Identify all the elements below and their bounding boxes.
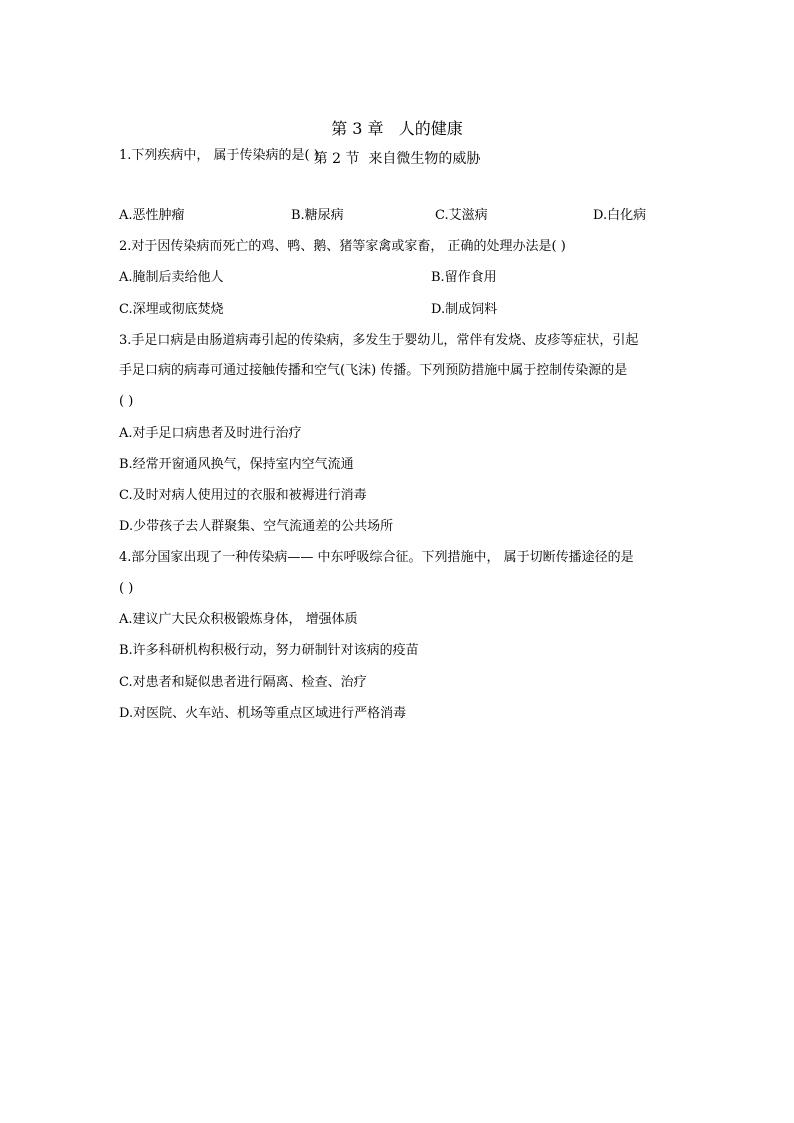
question-4-stem-line-1: 4.部分国家出现了一种传染病—— 中东呼吸综合征。下列措施中， 属于切断传播途径的是 <box>119 550 634 565</box>
question-3-stem-line-2: 手足口病的病毒可通过接触传播和空气(飞沫) 传播。下列预防措施中属于控制传染源的是 <box>119 363 628 378</box>
question-4-stem-line-2: ( ) <box>119 581 134 596</box>
question-4-option-d: D.对医院、火车站、机场等重点区域进行严格消毒 <box>119 706 407 721</box>
question-2-stem: 2.对于因传染病而死亡的鸡、鸭、鹅、猪等家禽或家畜， 正确的处理办法是( ) <box>119 239 566 254</box>
question-4-option-c: C.对患者和疑似患者进行隔离、检查、治疗 <box>119 675 367 690</box>
question-3-option-d: D.少带孩子去人群聚集、空气流通差的公共场所 <box>119 519 394 534</box>
question-4-option-b: B.许多科研机构积极行动，努力研制针对该病的疫苗 <box>119 643 419 658</box>
question-3-option-b: B.经常开窗通风换气，保持室内空气流通 <box>119 457 354 472</box>
question-1-option-b: B.糖尿病 <box>291 208 344 223</box>
question-2-option-a: A.腌制后卖给他人 <box>119 270 224 285</box>
question-1-option-a: A.恶性肿瘤 <box>119 208 185 223</box>
question-1-stem: 1.下列疾病中， 属于传染病的是( ) <box>119 148 319 163</box>
question-3-option-a: A.对手足口病患者及时进行治疗 <box>119 426 302 441</box>
question-1-option-d: D.白化病 <box>593 208 647 223</box>
question-1-option-c: C.艾滋病 <box>435 208 488 223</box>
question-3-stem-line-3: ( ) <box>119 394 134 409</box>
question-2-option-d: D.制成饲料 <box>431 302 498 317</box>
chapter-title: 第 3 章 人的健康 <box>331 119 463 138</box>
question-2-option-c: C.深埋或彻底焚烧 <box>119 302 224 317</box>
question-3-option-c: C.及时对病人使用过的衣服和被褥进行消毒 <box>119 488 367 503</box>
question-4-option-a: A.建议广大民众积极锻炼身体， 增强体质 <box>119 612 358 627</box>
question-2-option-b: B.留作食用 <box>431 270 497 285</box>
question-3-stem-line-1: 3.手足口病是由肠道病毒引起的传染病，多发生于婴幼儿，常伴有发烧、皮疹等症状，引起 <box>119 333 639 348</box>
section-title: 第 2 节 来自微生物的威胁 <box>313 151 481 167</box>
